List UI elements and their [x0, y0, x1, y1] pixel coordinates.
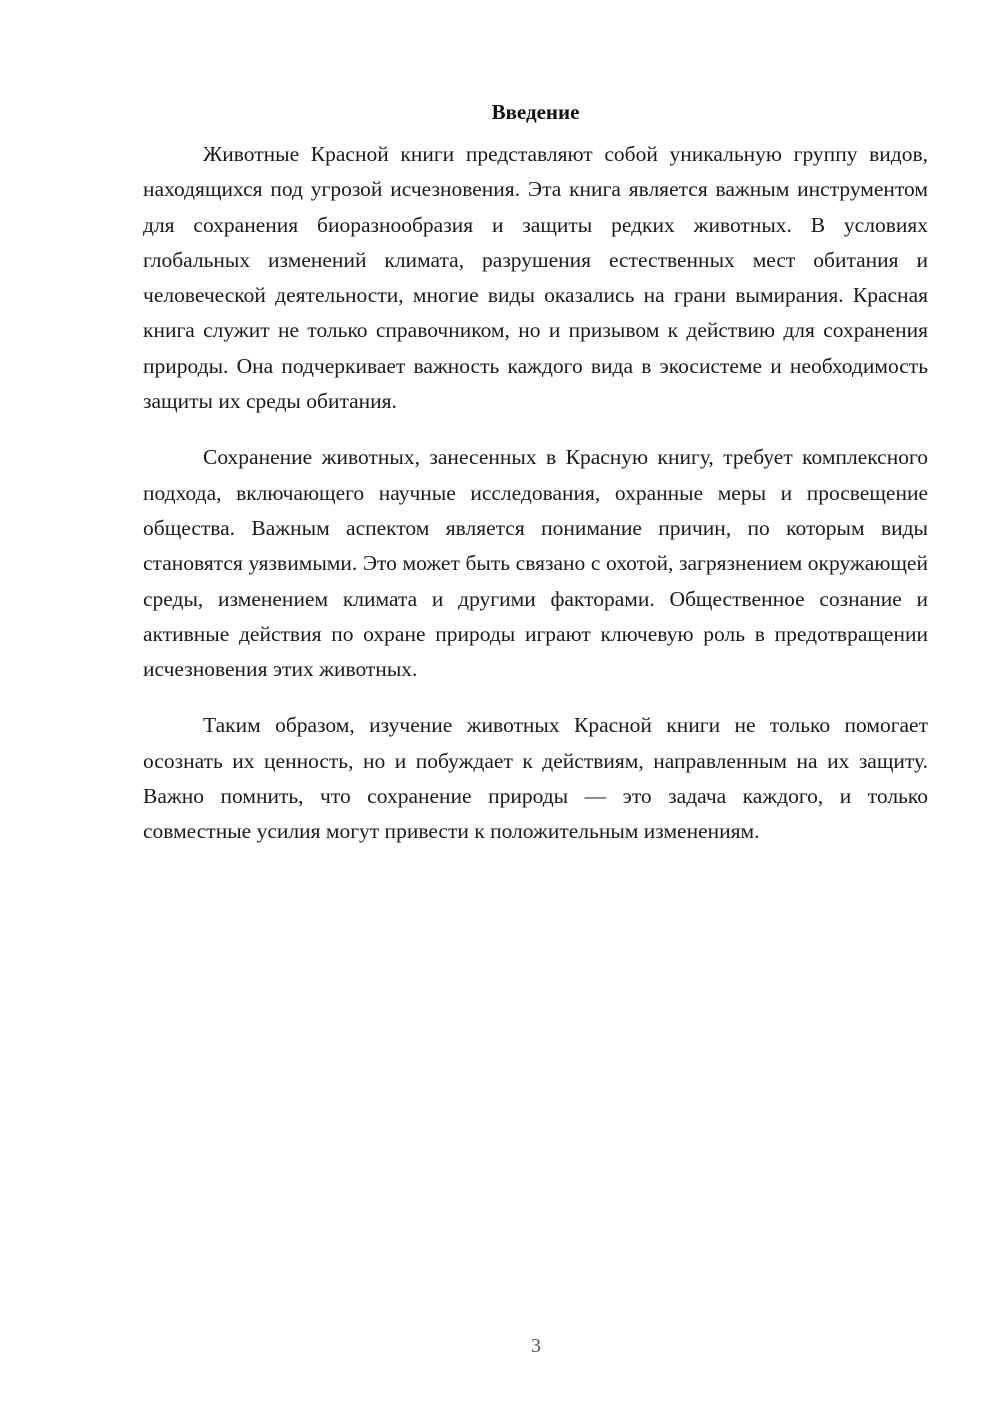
section-title: Введение [491, 100, 580, 124]
paragraph-3: Таким образом, изучение животных Красной книги не только помогает осознать их ценность, но и побуждает к действиям, направленным на их защиту. Важно помнить, что сохранение природы — это задача каждого, и только совместные усилия могут привести к положительным изменениям. [143, 713, 928, 844]
paragraph-1: Животные Красной книги представляют собой уникальную группу видов, находящихся под угрозой исчезновения. Эта книга является важным инструментом для сохранения биоразнообразия и защиты редких животных. В условиях глобальных изменений климата, разрушения естественных мест обитания и человеческой деятельности, многие виды оказались на грани вымирания. Красная книга служит не только справочником, но и призывом к действию для сохранения природы. Она подчеркивает важность каждого вида в экосистеме и необходимость защиты их среды обитания. [143, 142, 928, 414]
page-content [143, 97, 928, 871]
page-number: 3 [531, 1335, 541, 1357]
paragraph-2: Сохранение животных, занесенных в Красную книгу, требует комплексного подхода, включающего научные исследования, охранные меры и просвещение общества. Важным аспектом является понимание причин, по которым виды становятся уязвимыми. Это может быть связано с охотой, загрязнением окружающей среды, изменением климата и другими факторами. Общественное сознание и активные действия по охране природы играют ключевую роль в предотвращении исчезновения этих животных. [143, 445, 928, 682]
